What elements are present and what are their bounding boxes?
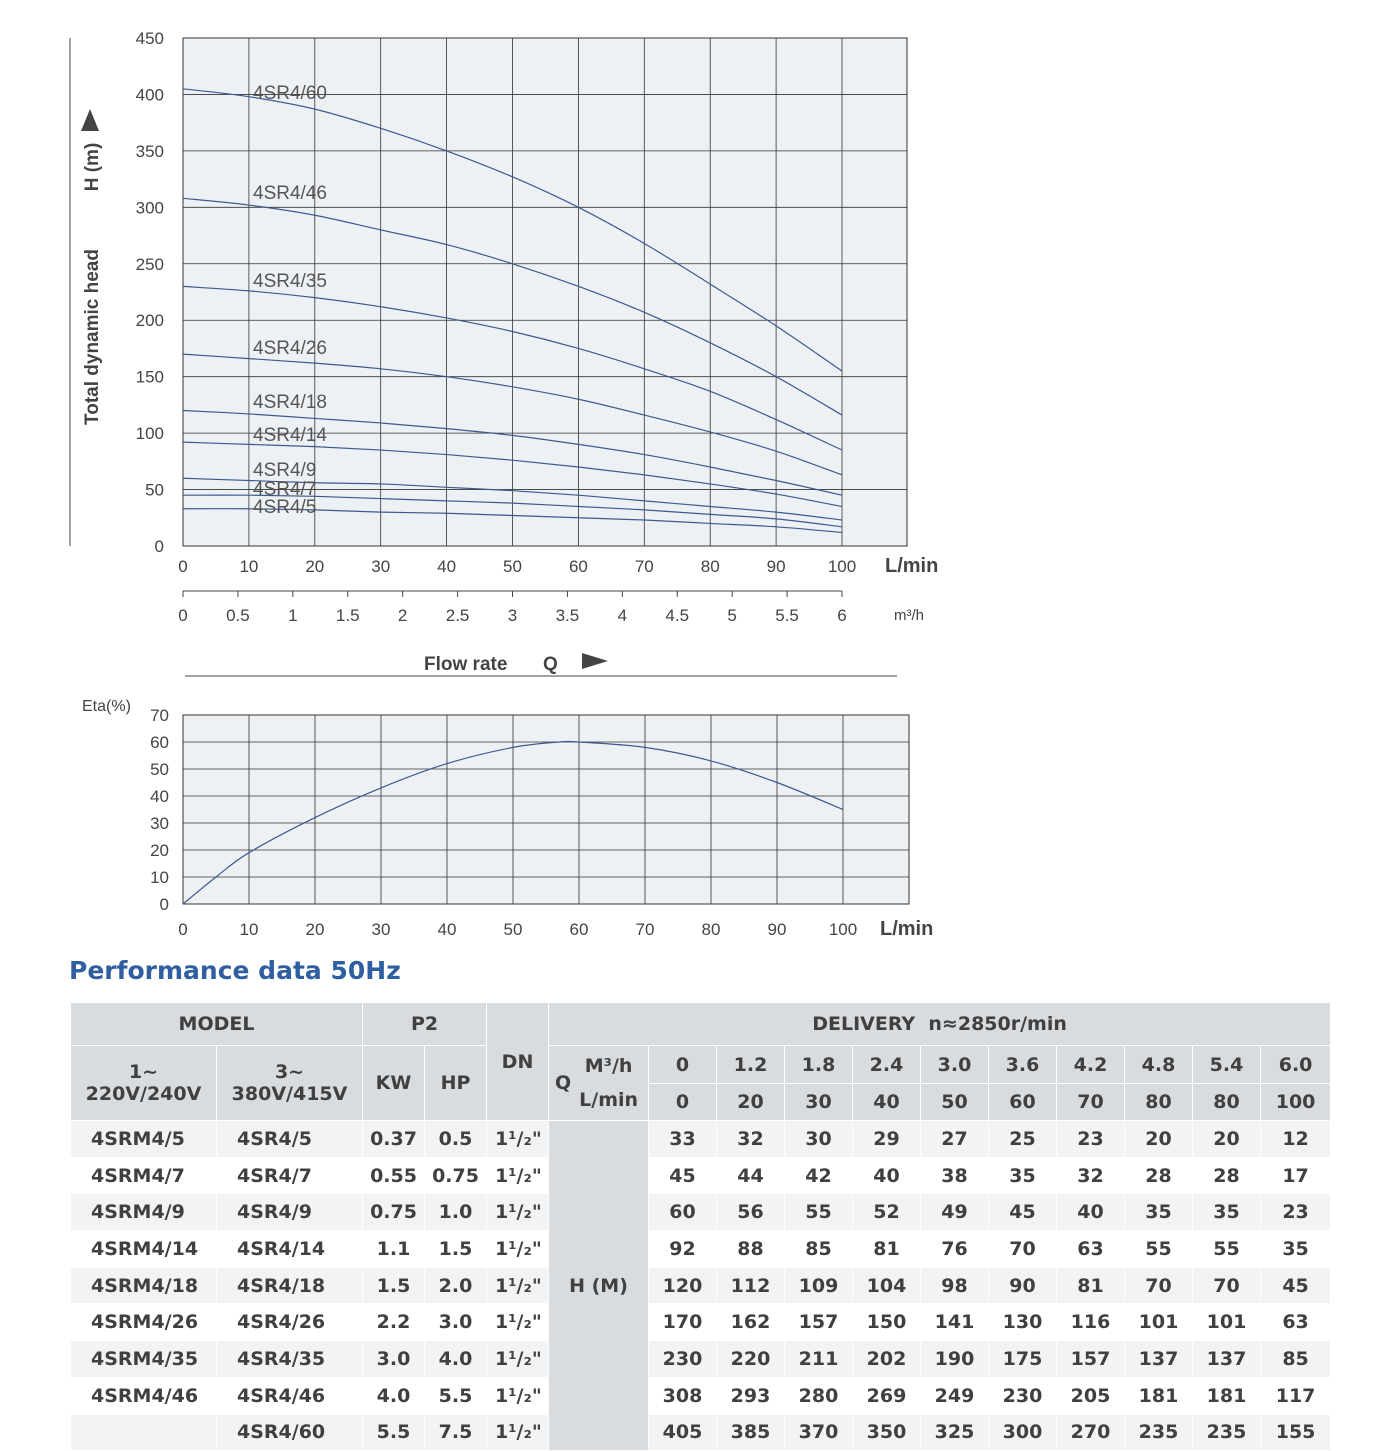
m3h-value: 3.6	[989, 1046, 1057, 1084]
y-tick-label: 200	[135, 311, 164, 331]
kw-cell: 1.5	[363, 1267, 425, 1304]
head-value-cell: 23	[1261, 1194, 1331, 1231]
dn-cell: 1¹/₂"	[487, 1414, 549, 1451]
table-header	[71, 1003, 1331, 1121]
single-phase-model-cell: 4SRM4/18	[71, 1267, 217, 1304]
model-header: MODEL	[71, 1003, 363, 1046]
lmin-value: 30	[785, 1084, 853, 1121]
head-value-cell: 308	[649, 1377, 717, 1414]
eta-y-tick-label: 60	[150, 733, 169, 752]
head-value-cell: 181	[1193, 1377, 1261, 1414]
kw-cell: 1.1	[363, 1231, 425, 1268]
head-value-cell: 55	[1125, 1231, 1193, 1268]
head-value-cell: 63	[1057, 1231, 1125, 1268]
head-value-cell: 35	[1125, 1194, 1193, 1231]
head-value-cell: 190	[921, 1341, 989, 1378]
three-phase-model-cell: 4SR4/60	[217, 1414, 363, 1451]
head-value-cell: 23	[1057, 1121, 1125, 1158]
three-phase-header	[217, 1046, 363, 1121]
x-tick-label: 80	[700, 557, 720, 576]
eta-y-tick-label: 0	[159, 895, 169, 914]
single-phase-voltage: 220V/240V	[85, 1083, 202, 1105]
head-value-cell: 249	[921, 1377, 989, 1414]
y-tick-label: 450	[135, 29, 164, 48]
curve-label: 4SR4/5	[253, 497, 317, 518]
m3h-value: 1.8	[785, 1046, 853, 1084]
y-tick-label: 250	[135, 254, 164, 274]
eta-x-tick-label: 100	[828, 920, 858, 939]
eta-y-tick-label: 40	[150, 787, 169, 806]
curve-label: 4SR4/14	[253, 425, 327, 446]
dn-cell: 1¹/₂"	[487, 1341, 549, 1378]
dn-cell: 1¹/₂"	[487, 1194, 549, 1231]
head-value-cell: 70	[1125, 1267, 1193, 1304]
q-units-header	[549, 1046, 649, 1121]
three-phase-model-cell: 4SR4/7	[217, 1157, 363, 1194]
head-value-cell: 104	[853, 1267, 921, 1304]
head-value-cell: 98	[921, 1267, 989, 1304]
head-value-cell: 405	[649, 1414, 717, 1451]
up-arrow-icon	[81, 109, 99, 131]
secondary-tick-label: 2	[397, 606, 408, 625]
head-value-cell: 325	[921, 1414, 989, 1451]
head-value-cell: 235	[1125, 1414, 1193, 1451]
head-value-cell: 280	[785, 1377, 853, 1414]
head-value-cell: 205	[1057, 1377, 1125, 1414]
head-value-cell: 385	[717, 1414, 785, 1451]
kw-cell: 2.2	[363, 1304, 425, 1341]
table-body	[71, 1121, 1331, 1451]
y-tick-label: 350	[135, 141, 164, 161]
secondary-tick-label: 4	[617, 606, 628, 625]
head-value-cell: 270	[1057, 1414, 1125, 1451]
curve-label: 4SR4/26	[253, 338, 327, 359]
hp-cell: 5.5	[425, 1377, 487, 1414]
x-tick-label: 0	[178, 557, 188, 576]
eta-x-tick-label: 40	[437, 920, 457, 939]
head-value-cell: 101	[1193, 1304, 1261, 1341]
head-value-cell: 170	[649, 1304, 717, 1341]
head-value-cell: 157	[785, 1304, 853, 1341]
head-label-cell: H (M)	[549, 1121, 649, 1451]
table-row	[71, 1157, 1331, 1194]
head-value-cell: 35	[1193, 1194, 1261, 1231]
section-title: Performance data 50Hz	[69, 956, 401, 985]
y-tick-label: 0	[154, 537, 164, 556]
single-phase-model-cell: 4SRM4/7	[71, 1157, 217, 1194]
head-value-cell: 269	[853, 1377, 921, 1414]
secondary-tick-label: 0.5	[226, 606, 250, 625]
m3h-value: 5.4	[1193, 1046, 1261, 1084]
dn-cell: 1¹/₂"	[487, 1157, 549, 1194]
head-value-cell: 55	[785, 1194, 853, 1231]
head-value-cell: 370	[785, 1414, 853, 1451]
head-value-cell: 38	[921, 1157, 989, 1194]
head-value-cell: 88	[717, 1231, 785, 1268]
curve-label: 4SR4/7	[253, 479, 317, 500]
secondary-tick-label: 0	[178, 606, 188, 625]
table-row	[71, 1341, 1331, 1378]
head-value-cell: 44	[717, 1157, 785, 1194]
single-phase-model-cell: 4SRM4/9	[71, 1194, 217, 1231]
hp-header: HP	[425, 1046, 487, 1121]
secondary-tick-label: 5.5	[775, 606, 799, 625]
curve-label: 4SR4/35	[253, 271, 327, 292]
head-value-cell: 56	[717, 1194, 785, 1231]
y-tick-label: 150	[135, 367, 164, 387]
kw-cell: 4.0	[363, 1377, 425, 1414]
hp-cell: 1.0	[425, 1194, 487, 1231]
m3h-value: 3.0	[921, 1046, 989, 1084]
eta-y-axis-title: Eta(%)	[82, 698, 131, 715]
m3h-value: 4.8	[1125, 1046, 1193, 1084]
kw-cell: 0.37	[363, 1121, 425, 1158]
head-value-cell: 70	[1193, 1267, 1261, 1304]
head-value-cell: 90	[989, 1267, 1057, 1304]
hp-cell: 2.0	[425, 1267, 487, 1304]
head-value-cell: 157	[1057, 1341, 1125, 1378]
x-tick-label: 50	[503, 557, 522, 576]
eta-x-tick-label: 0	[178, 920, 188, 939]
head-value-cell: 45	[1261, 1267, 1331, 1304]
head-value-cell: 230	[989, 1377, 1057, 1414]
head-value-cell: 52	[853, 1194, 921, 1231]
head-value-cell: 162	[717, 1304, 785, 1341]
x-tick-label: 20	[305, 557, 325, 576]
head-value-cell: 130	[989, 1304, 1057, 1341]
eta-x-tick-label: 70	[635, 920, 655, 939]
head-value-cell: 230	[649, 1341, 717, 1378]
kw-cell: 5.5	[363, 1414, 425, 1451]
x-tick-label: 10	[239, 557, 259, 576]
head-value-cell: 137	[1193, 1341, 1261, 1378]
lmin-value: 50	[921, 1084, 989, 1121]
x-tick-label: 90	[766, 557, 786, 576]
table-row	[71, 1304, 1331, 1341]
head-value-cell: 28	[1125, 1157, 1193, 1194]
head-value-cell: 150	[853, 1304, 921, 1341]
lmin-value: 20	[717, 1084, 785, 1121]
hp-cell: 0.75	[425, 1157, 487, 1194]
three-phase-symbol: 3~	[274, 1061, 305, 1083]
head-value-cell: 220	[717, 1341, 785, 1378]
head-value-cell: 101	[1125, 1304, 1193, 1341]
curve-label: 4SR4/18	[253, 392, 327, 413]
lmin-value: 40	[853, 1084, 921, 1121]
right-arrow-icon	[582, 653, 608, 669]
secondary-tick-label: 3	[507, 606, 518, 625]
head-value-cell: 85	[1261, 1341, 1331, 1378]
y-tick-label: 300	[135, 198, 164, 218]
head-value-cell: 116	[1057, 1304, 1125, 1341]
head-value-cell: 33	[649, 1121, 717, 1158]
head-value-cell: 112	[717, 1267, 785, 1304]
head-value-cell: 42	[785, 1157, 853, 1194]
hp-cell: 7.5	[425, 1414, 487, 1451]
eta-y-tick-label: 50	[150, 760, 169, 779]
head-value-cell: 155	[1261, 1414, 1331, 1451]
three-phase-model-cell: 4SR4/9	[217, 1194, 363, 1231]
single-phase-model-cell	[71, 1414, 217, 1451]
secondary-tick-label: 3.5	[555, 606, 580, 625]
eta-x-tick-label: 60	[569, 920, 589, 939]
dn-cell: 1¹/₂"	[487, 1377, 549, 1414]
hp-cell: 1.5	[425, 1231, 487, 1268]
dn-cell: 1¹/₂"	[487, 1231, 549, 1268]
table-row	[71, 1267, 1331, 1304]
m3h-value: 6.0	[1261, 1046, 1331, 1084]
three-phase-model-cell: 4SR4/46	[217, 1377, 363, 1414]
lmin-value: 80	[1193, 1084, 1261, 1121]
m3h-unit: M³/h	[584, 1055, 633, 1077]
three-phase-model-cell: 4SR4/5	[217, 1121, 363, 1158]
head-value-cell: 20	[1125, 1121, 1193, 1158]
head-value-cell: 81	[1057, 1267, 1125, 1304]
single-phase-model-cell: 4SRM4/26	[71, 1304, 217, 1341]
kw-header: KW	[363, 1046, 425, 1121]
kw-cell: 0.75	[363, 1194, 425, 1231]
three-phase-voltage: 380V/415V	[231, 1083, 348, 1105]
q-symbol: Q	[555, 1072, 572, 1094]
secondary-tick-label: 4.5	[665, 606, 690, 625]
secondary-tick-label: 2.5	[445, 606, 470, 625]
head-value-cell: 40	[1057, 1194, 1125, 1231]
head-value-cell: 32	[1057, 1157, 1125, 1194]
lmin-value: 70	[1057, 1084, 1125, 1121]
three-phase-model-cell: 4SR4/14	[217, 1231, 363, 1268]
curve-label: 4SR4/60	[253, 83, 327, 104]
p2-header: P2	[363, 1003, 487, 1046]
lmin-value: 0	[649, 1084, 717, 1121]
head-value-cell: 60	[649, 1194, 717, 1231]
head-value-cell: 12	[1261, 1121, 1331, 1158]
kw-cell: 3.0	[363, 1341, 425, 1378]
head-value-cell: 25	[989, 1121, 1057, 1158]
performance-table	[70, 1002, 1331, 1451]
x-axis-symbol: Q	[543, 654, 558, 675]
three-phase-model-cell: 4SR4/35	[217, 1341, 363, 1378]
lmin-value: 60	[989, 1084, 1057, 1121]
lmin-value: 100	[1261, 1084, 1331, 1121]
secondary-tick-label: 5	[727, 606, 737, 625]
table-row	[71, 1414, 1331, 1451]
dn-header: DN	[487, 1003, 549, 1121]
head-value-cell: 20	[1193, 1121, 1261, 1158]
eta-y-tick-label: 30	[150, 814, 169, 833]
x-tick-label: 70	[634, 557, 654, 576]
x-tick-label: 60	[568, 557, 588, 576]
m3h-value: 0	[649, 1046, 717, 1084]
head-value-cell: 300	[989, 1414, 1057, 1451]
table-row	[71, 1377, 1331, 1414]
y-tick-label: 50	[145, 480, 164, 500]
x-tick-label: 30	[371, 557, 391, 576]
secondary-tick-label: 6	[837, 606, 847, 625]
table-row	[71, 1121, 1331, 1158]
secondary-tick-label: 1	[288, 606, 298, 625]
head-value-cell: 202	[853, 1341, 921, 1378]
curve-label: 4SR4/46	[253, 183, 327, 204]
eta-x-tick-label: 90	[767, 920, 787, 939]
head-value-cell: 40	[853, 1157, 921, 1194]
dn-cell: 1¹/₂"	[487, 1304, 549, 1341]
head-value-cell: 27	[921, 1121, 989, 1158]
head-value-cell: 55	[1193, 1231, 1261, 1268]
head-value-cell: 181	[1125, 1377, 1193, 1414]
lmin-unit: L/min	[579, 1089, 639, 1111]
single-phase-model-cell: 4SRM4/5	[71, 1121, 217, 1158]
m3h-value: 4.2	[1057, 1046, 1125, 1084]
head-value-cell: 63	[1261, 1304, 1331, 1341]
eta-x-tick-label: 10	[239, 920, 259, 939]
head-value-cell: 45	[649, 1157, 717, 1194]
x-unit-label: L/min	[885, 555, 939, 577]
head-value-cell: 85	[785, 1231, 853, 1268]
secondary-tick-label: 1.5	[335, 606, 360, 625]
hp-cell: 4.0	[425, 1341, 487, 1378]
head-value-cell: 350	[853, 1414, 921, 1451]
dn-cell: 1¹/₂"	[487, 1121, 549, 1158]
table-row	[71, 1194, 1331, 1231]
head-value-cell: 35	[989, 1157, 1057, 1194]
head-value-cell: 235	[1193, 1414, 1261, 1451]
head-value-cell: 120	[649, 1267, 717, 1304]
y-axis-title: Total dynamic head	[82, 249, 103, 425]
head-value-cell: 81	[853, 1231, 921, 1268]
head-value-cell: 117	[1261, 1377, 1331, 1414]
three-phase-model-cell: 4SR4/26	[217, 1304, 363, 1341]
x-tick-label: 100	[827, 557, 857, 576]
three-phase-model-cell: 4SR4/18	[217, 1267, 363, 1304]
head-value-cell: 35	[1261, 1231, 1331, 1268]
head-value-cell: 28	[1193, 1157, 1261, 1194]
single-phase-model-cell: 4SRM4/35	[71, 1341, 217, 1378]
eta-x-tick-label: 30	[371, 920, 391, 939]
delivery-header: DELIVERY n≈2850r/min	[549, 1003, 1331, 1046]
y-tick-label: 400	[135, 85, 164, 105]
head-value-cell: 70	[989, 1231, 1057, 1268]
eta-y-tick-label: 20	[150, 841, 169, 860]
head-value-cell: 30	[785, 1121, 853, 1158]
curve-label: 4SR4/9	[253, 460, 317, 481]
hp-cell: 0.5	[425, 1121, 487, 1158]
head-value-cell: 175	[989, 1341, 1057, 1378]
head-value-cell: 76	[921, 1231, 989, 1268]
secondary-unit-label: m³/h	[894, 607, 924, 624]
table-row	[71, 1231, 1331, 1268]
single-phase-model-cell: 4SRM4/14	[71, 1231, 217, 1268]
single-phase-model-cell: 4SRM4/46	[71, 1377, 217, 1414]
head-value-cell: 109	[785, 1267, 853, 1304]
m3h-value: 1.2	[717, 1046, 785, 1084]
x-axis-title: Flow rate	[424, 654, 508, 675]
kw-cell: 0.55	[363, 1157, 425, 1194]
eta-y-tick-label: 70	[150, 706, 169, 725]
head-value-cell: 92	[649, 1231, 717, 1268]
eta-x-unit-label: L/min	[880, 918, 934, 940]
eta-x-tick-label: 50	[503, 920, 523, 939]
single-phase-symbol: 1~	[128, 1061, 159, 1083]
eta-y-tick-label: 10	[150, 868, 169, 887]
dn-cell: 1¹/₂"	[487, 1267, 549, 1304]
eta-x-tick-label: 20	[305, 920, 325, 939]
head-value-cell: 211	[785, 1341, 853, 1378]
x-tick-label: 40	[437, 557, 457, 576]
head-value-cell: 45	[989, 1194, 1057, 1231]
head-value-cell: 29	[853, 1121, 921, 1158]
head-value-cell: 141	[921, 1304, 989, 1341]
head-value-cell: 17	[1261, 1157, 1331, 1194]
head-value-cell: 137	[1125, 1341, 1193, 1378]
lmin-value: 80	[1125, 1084, 1193, 1121]
y-axis-unit: H (m)	[82, 142, 103, 192]
head-value-cell: 32	[717, 1121, 785, 1158]
y-tick-label: 100	[135, 424, 164, 444]
m3h-value: 2.4	[853, 1046, 921, 1084]
eta-x-tick-label: 80	[701, 920, 721, 939]
hp-cell: 3.0	[425, 1304, 487, 1341]
head-value-cell: 293	[717, 1377, 785, 1414]
head-value-cell: 49	[921, 1194, 989, 1231]
single-phase-header	[71, 1046, 217, 1121]
